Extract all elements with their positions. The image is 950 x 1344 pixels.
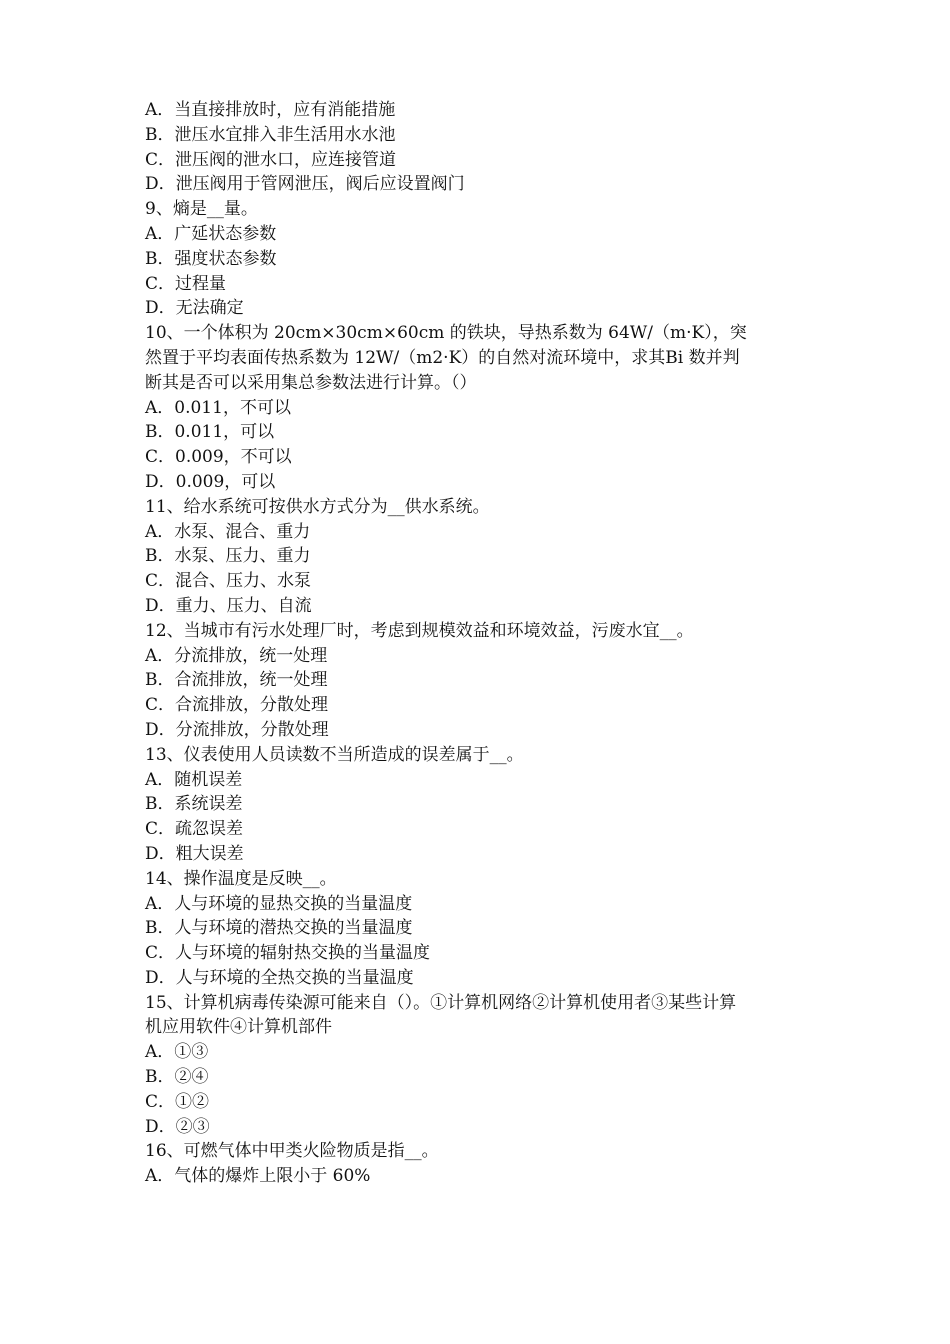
option-line: A．0.011，不可以	[145, 397, 291, 418]
option-line: D．②③	[145, 1116, 210, 1137]
option-line: D．无法确定	[145, 298, 244, 319]
option-line: D．分流排放，分散处理	[145, 719, 329, 740]
question-line: 然置于平均表面传热系数为 12W/（m2·K）的自然对流环境中，求其Bi 数并判	[145, 347, 740, 368]
option-line: B．人与环境的潜热交换的当量温度	[145, 918, 413, 939]
option-line: B．强度状态参数	[145, 248, 277, 269]
question-line: 13、仪表使用人员读数不当所造成的误差属于__。	[145, 744, 524, 765]
option-line: A．水泵、混合、重力	[145, 521, 311, 542]
option-line: C．混合、压力、水泵	[145, 571, 312, 592]
option-line: D．泄压阀用于管网泄压，阀后应设置阀门	[145, 174, 465, 195]
option-line: A．分流排放，统一处理	[145, 645, 328, 666]
option-line: B．0.011，可以	[145, 422, 275, 443]
option-line: B．合流排放，统一处理	[145, 670, 328, 691]
option-line: D．粗大误差	[145, 843, 244, 864]
option-line: B．水泵、压力、重力	[145, 546, 311, 567]
option-line: A．人与环境的显热交换的当量温度	[145, 893, 413, 914]
question-line: 断其是否可以采用集总参数法进行计算。（）	[145, 372, 477, 393]
option-line: D．0.009，可以	[145, 471, 276, 492]
question-line: 14、操作温度是反映__。	[145, 868, 337, 889]
question-line: 机应用软件④计算机部件	[145, 1017, 332, 1038]
option-line: B．系统误差	[145, 794, 243, 815]
document-page	[145, 98, 815, 1189]
option-line: C．泄压阀的泄水口，应连接管道	[145, 149, 397, 170]
question-line: 15、计算机病毒传染源可能来自（）。①计算机网络②计算机使用者③某些计算	[145, 992, 737, 1013]
question-line: 11、给水系统可按供水方式分为__供水系统。	[145, 496, 490, 517]
option-line: A．广延状态参数	[145, 223, 277, 244]
question-line: 9、熵是__量。	[145, 199, 258, 220]
option-line: A．随机误差	[145, 769, 243, 790]
option-line: C．①②	[145, 1091, 210, 1112]
option-line: D．人与环境的全热交换的当量温度	[145, 967, 414, 988]
option-line: A．气体的爆炸上限小于 60%	[145, 1166, 371, 1187]
question-line: 16、可燃气体中甲类火险物质是指__。	[145, 1141, 439, 1162]
question-line: 12、当城市有污水处理厂时，考虑到规模效益和环境效益，污废水宜__。	[145, 620, 694, 641]
option-line: C．0.009，不可以	[145, 447, 292, 468]
option-line: C．人与环境的辐射热交换的当量温度	[145, 943, 431, 964]
option-line: A．当直接排放时，应有消能措施	[145, 100, 396, 120]
option-line: C．疏忽误差	[145, 819, 244, 840]
question-line: 10、一个体积为 20cm×30cm×60cm 的铁块，导热系数为 64W/（m·K），突	[145, 323, 747, 344]
option-line: A．①③	[145, 1042, 209, 1063]
option-line: D．重力、压力、自流	[145, 595, 312, 616]
option-line: B．②④	[145, 1067, 209, 1088]
option-line: B．泄压水宜排入非生活用水水池	[145, 124, 396, 145]
option-line: C．合流排放，分散处理	[145, 695, 329, 716]
option-line: C．过程量	[145, 273, 227, 294]
